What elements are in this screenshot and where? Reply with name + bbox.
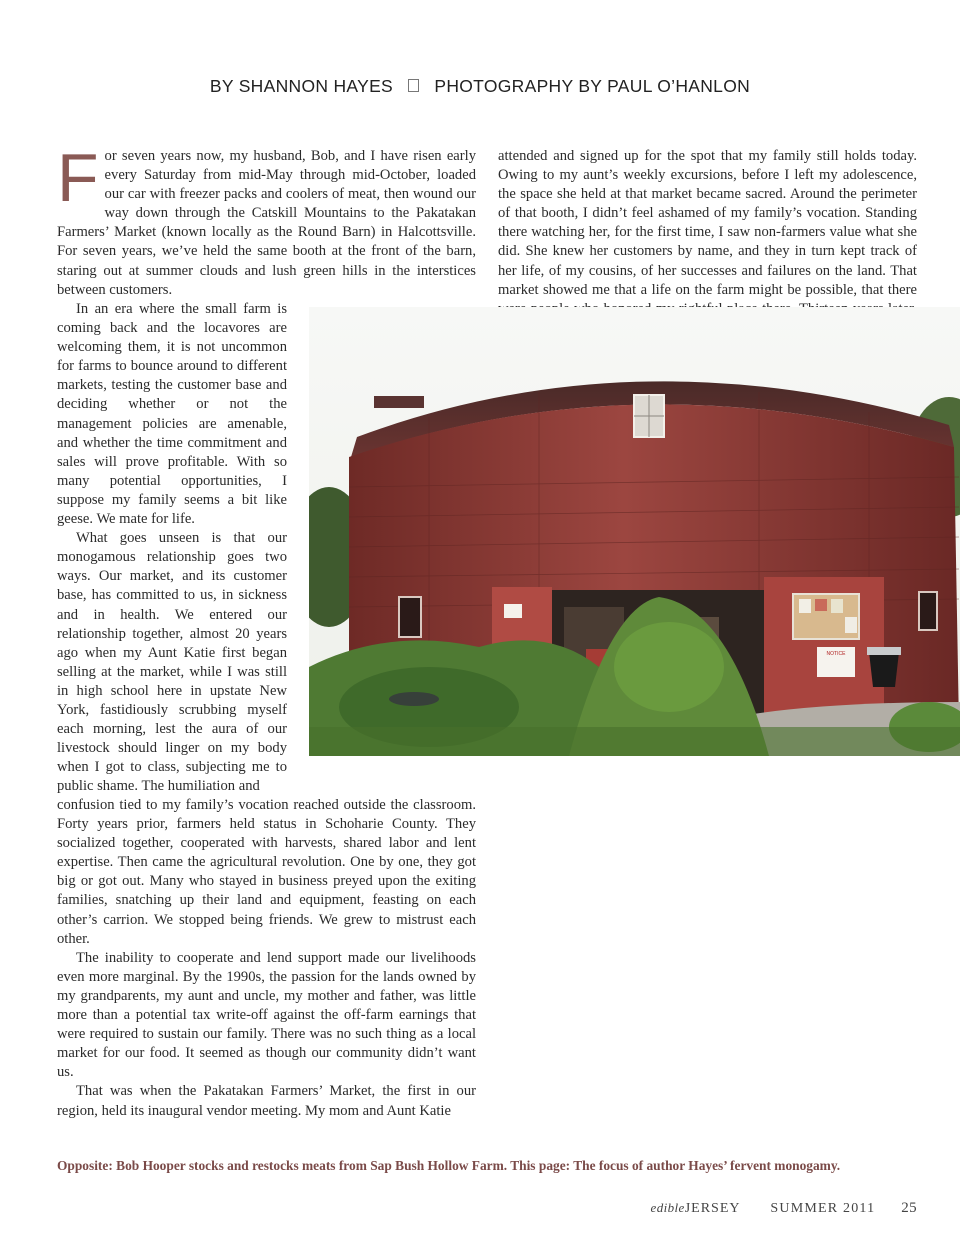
drop-cap: F [57, 140, 99, 216]
photo-caption: Opposite: Bob Hooper stocks and restocks meats from Sap Bush Hollow Farm. This page: The focus of author Hayes’ fervent monogamy. [57, 1158, 841, 1173]
article-paragraph-3-end: confusion tied to my family’s vocation reached outside the classroom. Forty years prior, farmers held status in Schoharie County. They socialized together, cooperated with harvests, shared labor and lent expertise. Then came the agricultural revolution. One by one, they got big or got out. Many who stayed in business preyed upon the exiting families, snatching up their land and equipment, feasting on each other’s carrion. We stopped being friends. We grew to mistrust each other. [57, 797, 476, 947]
article-paragraph-1 [57, 140, 476, 300]
page-footer [651, 1200, 917, 1217]
article-column-left-top [57, 140, 476, 300]
byline-photography: PHOTOGRAPHY BY PAUL O’HANLON [434, 76, 751, 96]
footer-issue: SUMMER 2011 [770, 1201, 876, 1216]
article-paragraph-5: That was when the Pakatakan Farmers’ Market, the first in our region, held its inaugural vendor meeting. My mom and Aunt Katie [57, 1083, 476, 1119]
article-paragraph-5-continued: attended and signed up for the spot that my family still holds today. Owing to my aunt’s weekly excursions, before I left my adolescence, the space she held at that market became sacred. Around the perimeter of that booth, I didn’t feel ashamed of my family’s vocation. Standing there watching her, for the first time, I saw non-farmers value what she did. She knew her customers by name, and they in turn kept track of her life, of my cousins, of her successes and failures on the land. That market showed me that a life on the farm might be possible, that there [498, 148, 917, 298]
round-barn-photo [309, 307, 960, 756]
byline-author: BY SHANNON HAYES [209, 76, 394, 96]
article-paragraph-4: The inability to cooperate and lend support made our livelihoods even more marginal. By the 1990s, the passion for the lands owned by my grandparents, my aunt and uncle, my mother and father, was little more than a potential tax write-off against the off-farm earnings that were required to sustain our family. There was no such thing as a local market for our food. It seemed as though our community didn’t want us. [57, 949, 476, 1081]
round-barn-illustration [309, 307, 960, 756]
footer-magazine-edible: edible [650, 1200, 685, 1215]
notice-sign-text: NOTICE [826, 651, 846, 657]
article-paragraph-2: In an era where the small farm is coming back and the locavores are welcoming them, it is not uncommon for farms to bounce around to different markets, testing the customer base and deciding whether or not the management policies are amenable, and whether the time commitment and sales will prove profitable. With so many potential opportunities, I suppose my family seems a bit like geese. We mate for life. [57, 301, 287, 528]
article-column-left-bottom [57, 796, 476, 1121]
byline [0, 76, 960, 97]
article-column-left-narrow [57, 300, 287, 796]
article-paragraph-3-start: What goes unseen is that our monogamous relationship goes two ways. Our market, and its customer base, has committed to us, in sickness and in health. We entered our relationship together, almost 20 years ago when my Aunt Katie first began selling at the market, while I was still in high school here in upstate New York, fastidiously scrubbing myself each morning, lest the aura of our livestock should linger on my body when I got to class, subjecting me to public shame. The humiliation and [57, 530, 287, 795]
paragraph-1-text: or seven years now, my husband, Bob, and I have risen early every Saturday from mid-May through mid-October, loaded our car with freezer packs and coolers of meat, then wound our way down through the Catskill Mountains to the Pakatakan Farmers’ Market (known locally as the Round Barn) in Halcottsville. For seven years, we’ve held the same booth at the front of the barn, staring out at summer clouds and lush green hills in the interstices between customers. [57, 148, 476, 298]
byline-separator-icon [408, 79, 419, 92]
page-number: 25 [901, 1200, 917, 1216]
footer-magazine-jersey: JERSEY [684, 1201, 741, 1216]
